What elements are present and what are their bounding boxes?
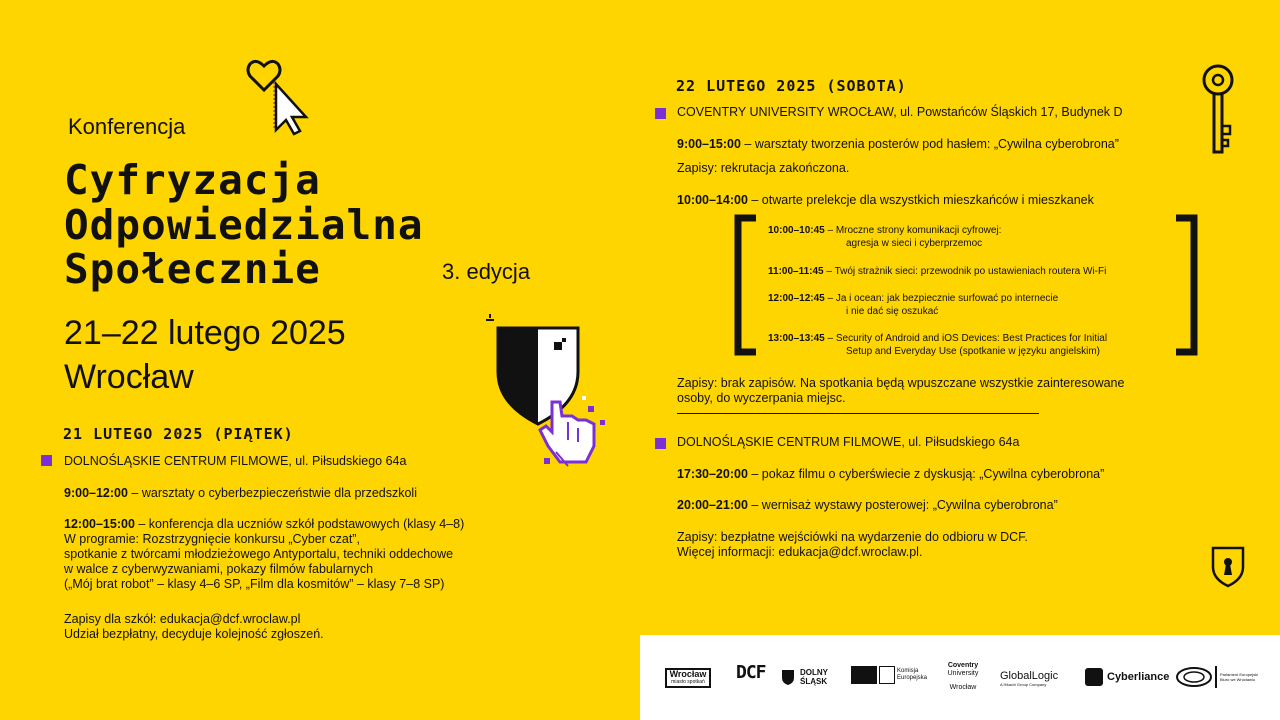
day1-item2: [64, 517, 464, 592]
time: 20:00–21:00: [677, 498, 748, 512]
logo-globallogic: GlobalLogic A Hitachi Group Company: [1000, 670, 1059, 687]
info-line: Zapisy: bezpłatne wejściówki na wydarzenie do odbioru w DCF.: [677, 530, 1028, 544]
registration-line: Udział bezpłatny, decyduje kolejność zgłoszeń.: [64, 627, 324, 641]
day1-heading: 21 LUTEGO 2025 (PIĄTEK): [63, 425, 294, 443]
time: 9:00–12:00: [64, 486, 128, 500]
desc: – pokaz filmu o cyberświecie z dyskusją: „Cywilna cyberobrona”: [747, 467, 1105, 481]
eu-flag-icon: [879, 666, 895, 684]
day2-lectures-registration: [677, 376, 1124, 406]
title-line-2: Odpowiedzialna: [64, 201, 424, 249]
registration-line: Zapisy: brak zapisów. Na spotkania będą wpuszczane wszystkie zainteresowane: [677, 376, 1125, 390]
event-dates: 21–22 lutego 2025: [64, 314, 346, 352]
eu-flag-icon: [851, 666, 877, 684]
time: 17:30–20:00: [677, 467, 748, 481]
divider: [677, 413, 1039, 414]
eagle-icon: [780, 668, 796, 686]
day2-heading: 22 LUTEGO 2025 (SOBOTA): [676, 77, 907, 95]
event-city: Wrocław: [64, 358, 194, 396]
day2-venue1: COVENTRY UNIVERSITY WROCŁAW, ul. Powstańców Śląskich 17, Budynek D: [677, 105, 1123, 119]
logo-wroclaw: Wrocław miasto spotkań: [665, 668, 711, 688]
parliament-icon: [1175, 666, 1213, 688]
day2-workshop: [677, 137, 1119, 152]
day1-venue: DOLNOŚLĄSKIE CENTRUM FILMOWE, ul. Piłsudskiego 64a: [64, 454, 407, 468]
desc: – konferencja dla uczniów szkół podstawowych (klasy 4–8): [134, 517, 465, 531]
lecture-title-cont: agresja w sieci i cyberprzemoc: [846, 238, 983, 249]
day1-item1: [64, 486, 417, 501]
desc: – warsztaty o cyberbezpieczeństwie dla przedszkoli: [127, 486, 417, 500]
bullet-icon: [655, 438, 666, 449]
desc: – warsztaty tworzenia posterów pod hasłem: „Cywilna cyberobrona”: [740, 137, 1119, 151]
program-line: („Mój brat robot” – klasy 4–6 SP, „Film dla kosmitów” – klasy 7–8 SP): [64, 577, 445, 591]
program-line: w walce z cyberwyzwaniami, pokazy filmów fabularnych: [64, 562, 374, 576]
cyberliance-icon: [1085, 668, 1103, 686]
edition: 3. edycja: [442, 259, 531, 284]
title-line-3: Społecznie: [64, 245, 321, 293]
lecture-title: – Ja i ocean: jak bezpiecznie surfować po internecie: [824, 293, 1059, 304]
day2-final-info: [677, 530, 1028, 560]
registration-line: Zapisy dla szkół: edukacja@dcf.wroclaw.pl: [64, 612, 301, 626]
lecture-row: [768, 224, 1001, 250]
day2-venue2: DOLNOŚLĄSKIE CENTRUM FILMOWE, ul. Piłsudskiego 64a: [677, 435, 1020, 449]
time: 10:00–14:00: [677, 193, 748, 207]
keyhole-shield-icon: [1210, 545, 1246, 589]
lecture-row: [768, 332, 1107, 358]
lecture-title: – Mroczne strony komunikacji cyfrowej:: [824, 225, 1002, 236]
time: 9:00–15:00: [677, 137, 741, 151]
lecture-row: [768, 292, 1058, 318]
bullet-icon: [655, 108, 666, 119]
day2-exhibition: [677, 498, 1058, 513]
lecture-title: – Security of Android and iOS Devices: Best Practices for Initial: [824, 333, 1108, 344]
time: 12:00–15:00: [64, 517, 135, 531]
lecture-time: 11:00–11:45: [768, 266, 824, 277]
heart-cursor-icon: [244, 54, 314, 136]
day1-registration: [64, 612, 324, 642]
program-line: W programie: Rozstrzygnięcie konkursu „Cyber czat”,: [64, 532, 360, 546]
lecture-title-cont: Setup and Everyday Use (spotkanie w języku angielskim): [846, 346, 1101, 357]
day2-lectures: [677, 193, 1094, 208]
lecture-time: 10:00–10:45: [768, 225, 825, 236]
kicker: Konferencja: [68, 114, 186, 139]
shield-hand-icon: [482, 312, 617, 477]
lecture-time: 12:00–12:45: [768, 293, 825, 304]
info-line: Więcej informacji: edukacja@dcf.wroclaw.pl.: [677, 545, 923, 559]
program-line: spotkanie z twórcami młodzieżowego Antyportalu, techniki oddechowe: [64, 547, 454, 561]
key-icon: [1198, 64, 1242, 158]
lecture-time: 13:00–13:45: [768, 333, 825, 344]
day2-film: [677, 467, 1104, 482]
desc: – wernisaż wystawy posterowej: „Cywilna cyberobrona”: [747, 498, 1058, 512]
registration-line: osoby, do wyczerpania miejsc.: [677, 391, 846, 405]
logo-dcf: DCF: [736, 662, 766, 683]
day2-workshop-registration: Zapisy: rekrutacja zakończona.: [677, 161, 850, 175]
lecture-title-cont: i nie dać się oszukać: [846, 306, 939, 317]
logo-coventry: Coventry University Wrocław: [947, 662, 979, 691]
bullet-icon: [41, 455, 52, 466]
desc: – otwarte prelekcje dla wszystkich mieszkańców i mieszkanek: [747, 193, 1094, 207]
lecture-row: [768, 265, 1106, 278]
lecture-title: – Twój strażnik sieci: przewodnik po ustawieniach routera Wi-Fi: [823, 266, 1107, 277]
title-line-1: Cyfryzacja: [64, 156, 321, 204]
